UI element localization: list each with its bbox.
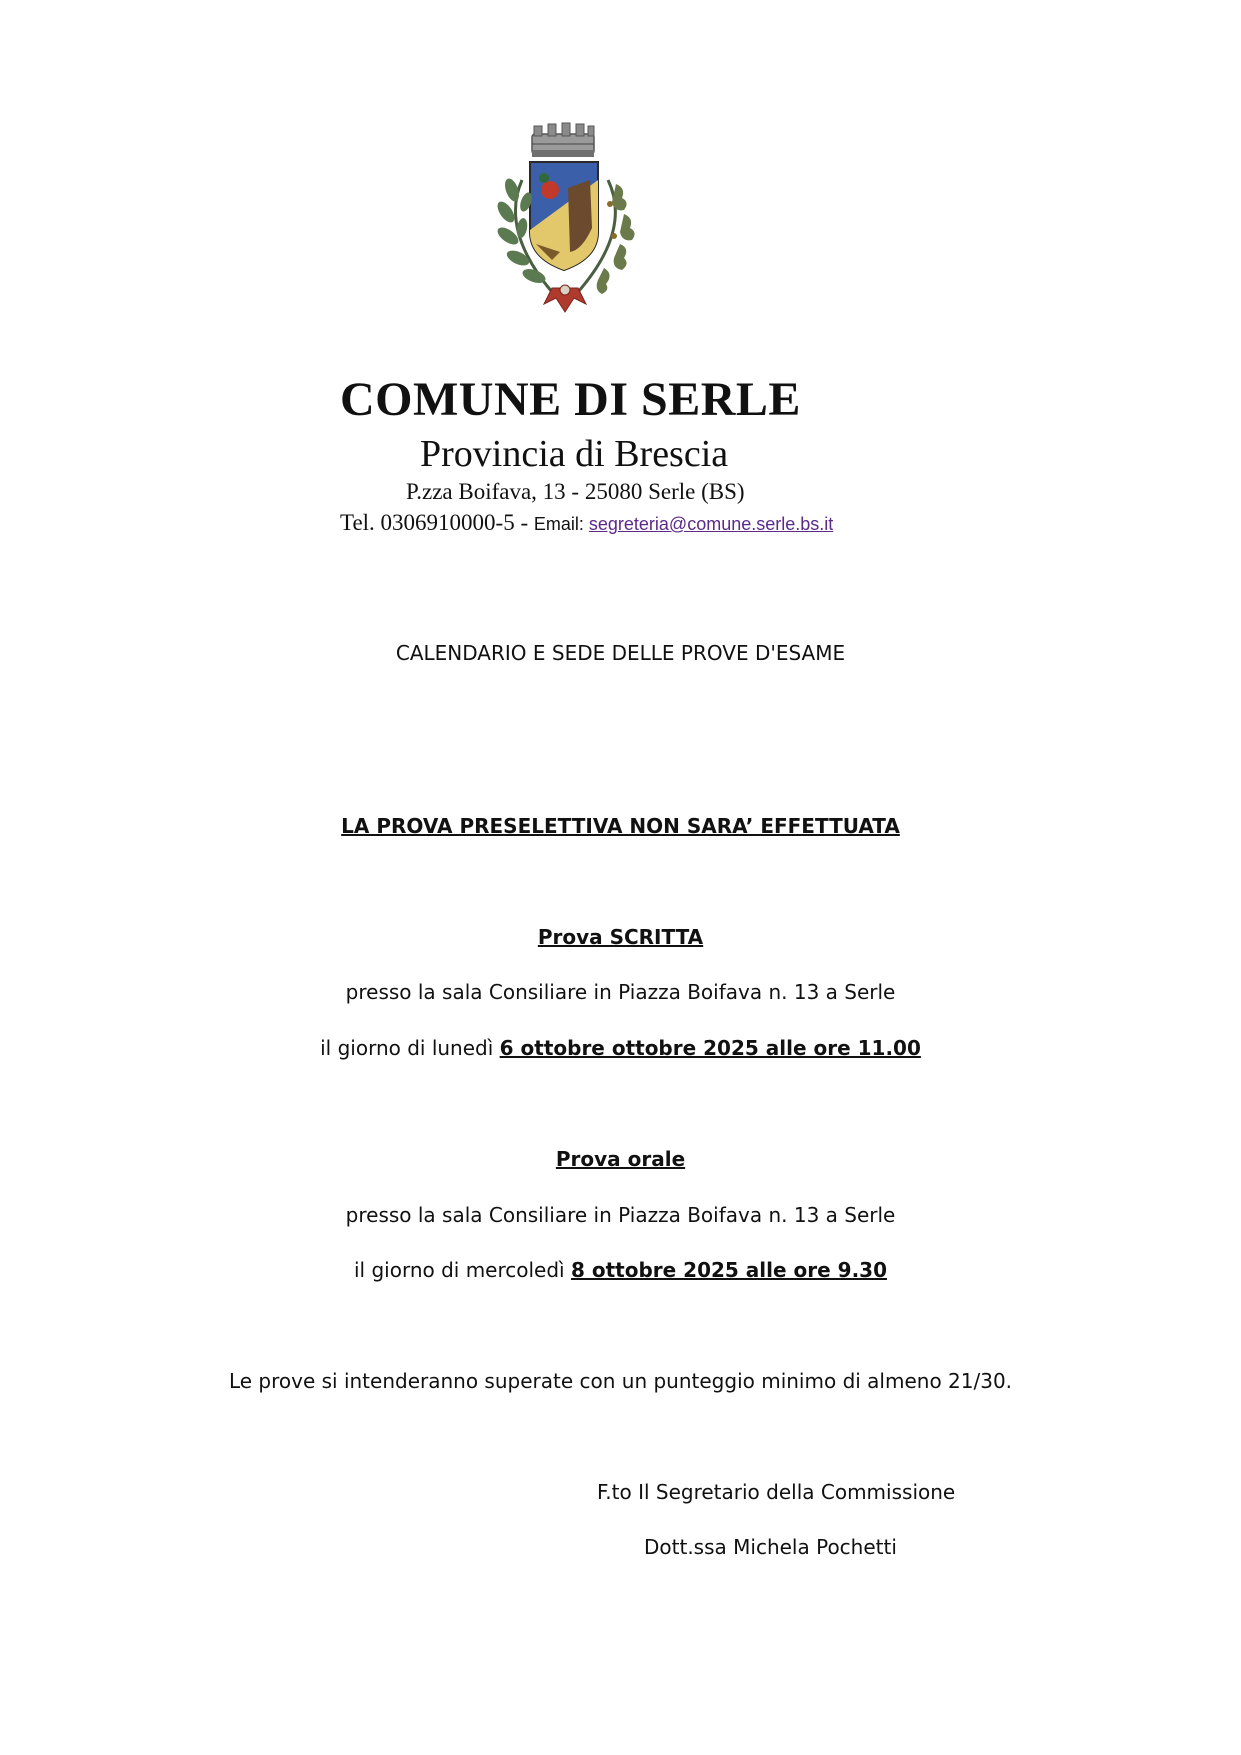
crown-icon [532, 123, 594, 157]
oral-exam-title: Prova orale [555, 1147, 686, 1171]
email-label: Email: [533, 514, 589, 534]
oral-exam-date: 8 ottobre 2025 alle ore 9.30 [570, 1258, 887, 1282]
preselection-notice: LA PROVA PRESELETTIVA NON SARA’ EFFETTUATA [341, 814, 900, 838]
written-exam-title: Prova SCRITTA [537, 925, 704, 949]
municipality-title: COMUNE DI SERLE [340, 373, 801, 426]
signature-role: F.to Il Segretario della Commissione [597, 1480, 956, 1504]
oral-exam-day: il giorno di mercoledì [353, 1258, 571, 1282]
written-exam-date: 6 ottobre ottobre 2025 alle ore 11.00 [499, 1036, 921, 1060]
signature-name: Dott.ssa Michela Pochetti [644, 1535, 897, 1559]
written-exam-place: presso la sala Consiliare in Piazza Boifava n. 13 a Serle [345, 980, 896, 1004]
phone-number: Tel. 0306910000-5 - [340, 510, 534, 535]
score-note: Le prove si intenderanno superate con un punteggio minimo di almeno 21/30. [228, 1369, 1013, 1393]
email-link[interactable]: segreteria@comune.serle.bs.it [588, 514, 834, 534]
oral-exam-place: presso la sala Consiliare in Piazza Boifava n. 13 a Serle [345, 1203, 896, 1227]
written-exam-day: il giorno di lunedì [320, 1036, 500, 1060]
province-name: Provincia di Brescia [420, 433, 729, 475]
written-exam-date-line [0, 1036, 1241, 1060]
oral-exam-date-line [0, 1258, 1241, 1282]
municipality-address: P.zza Boifava, 13 - 25080 Serle (BS) [406, 479, 745, 504]
document-heading: CALENDARIO E SEDE DELLE PROVE D'ESAME [395, 641, 846, 665]
shield-icon [530, 162, 598, 270]
coat-of-arms-emblem [482, 120, 648, 316]
contact-line [340, 510, 833, 536]
